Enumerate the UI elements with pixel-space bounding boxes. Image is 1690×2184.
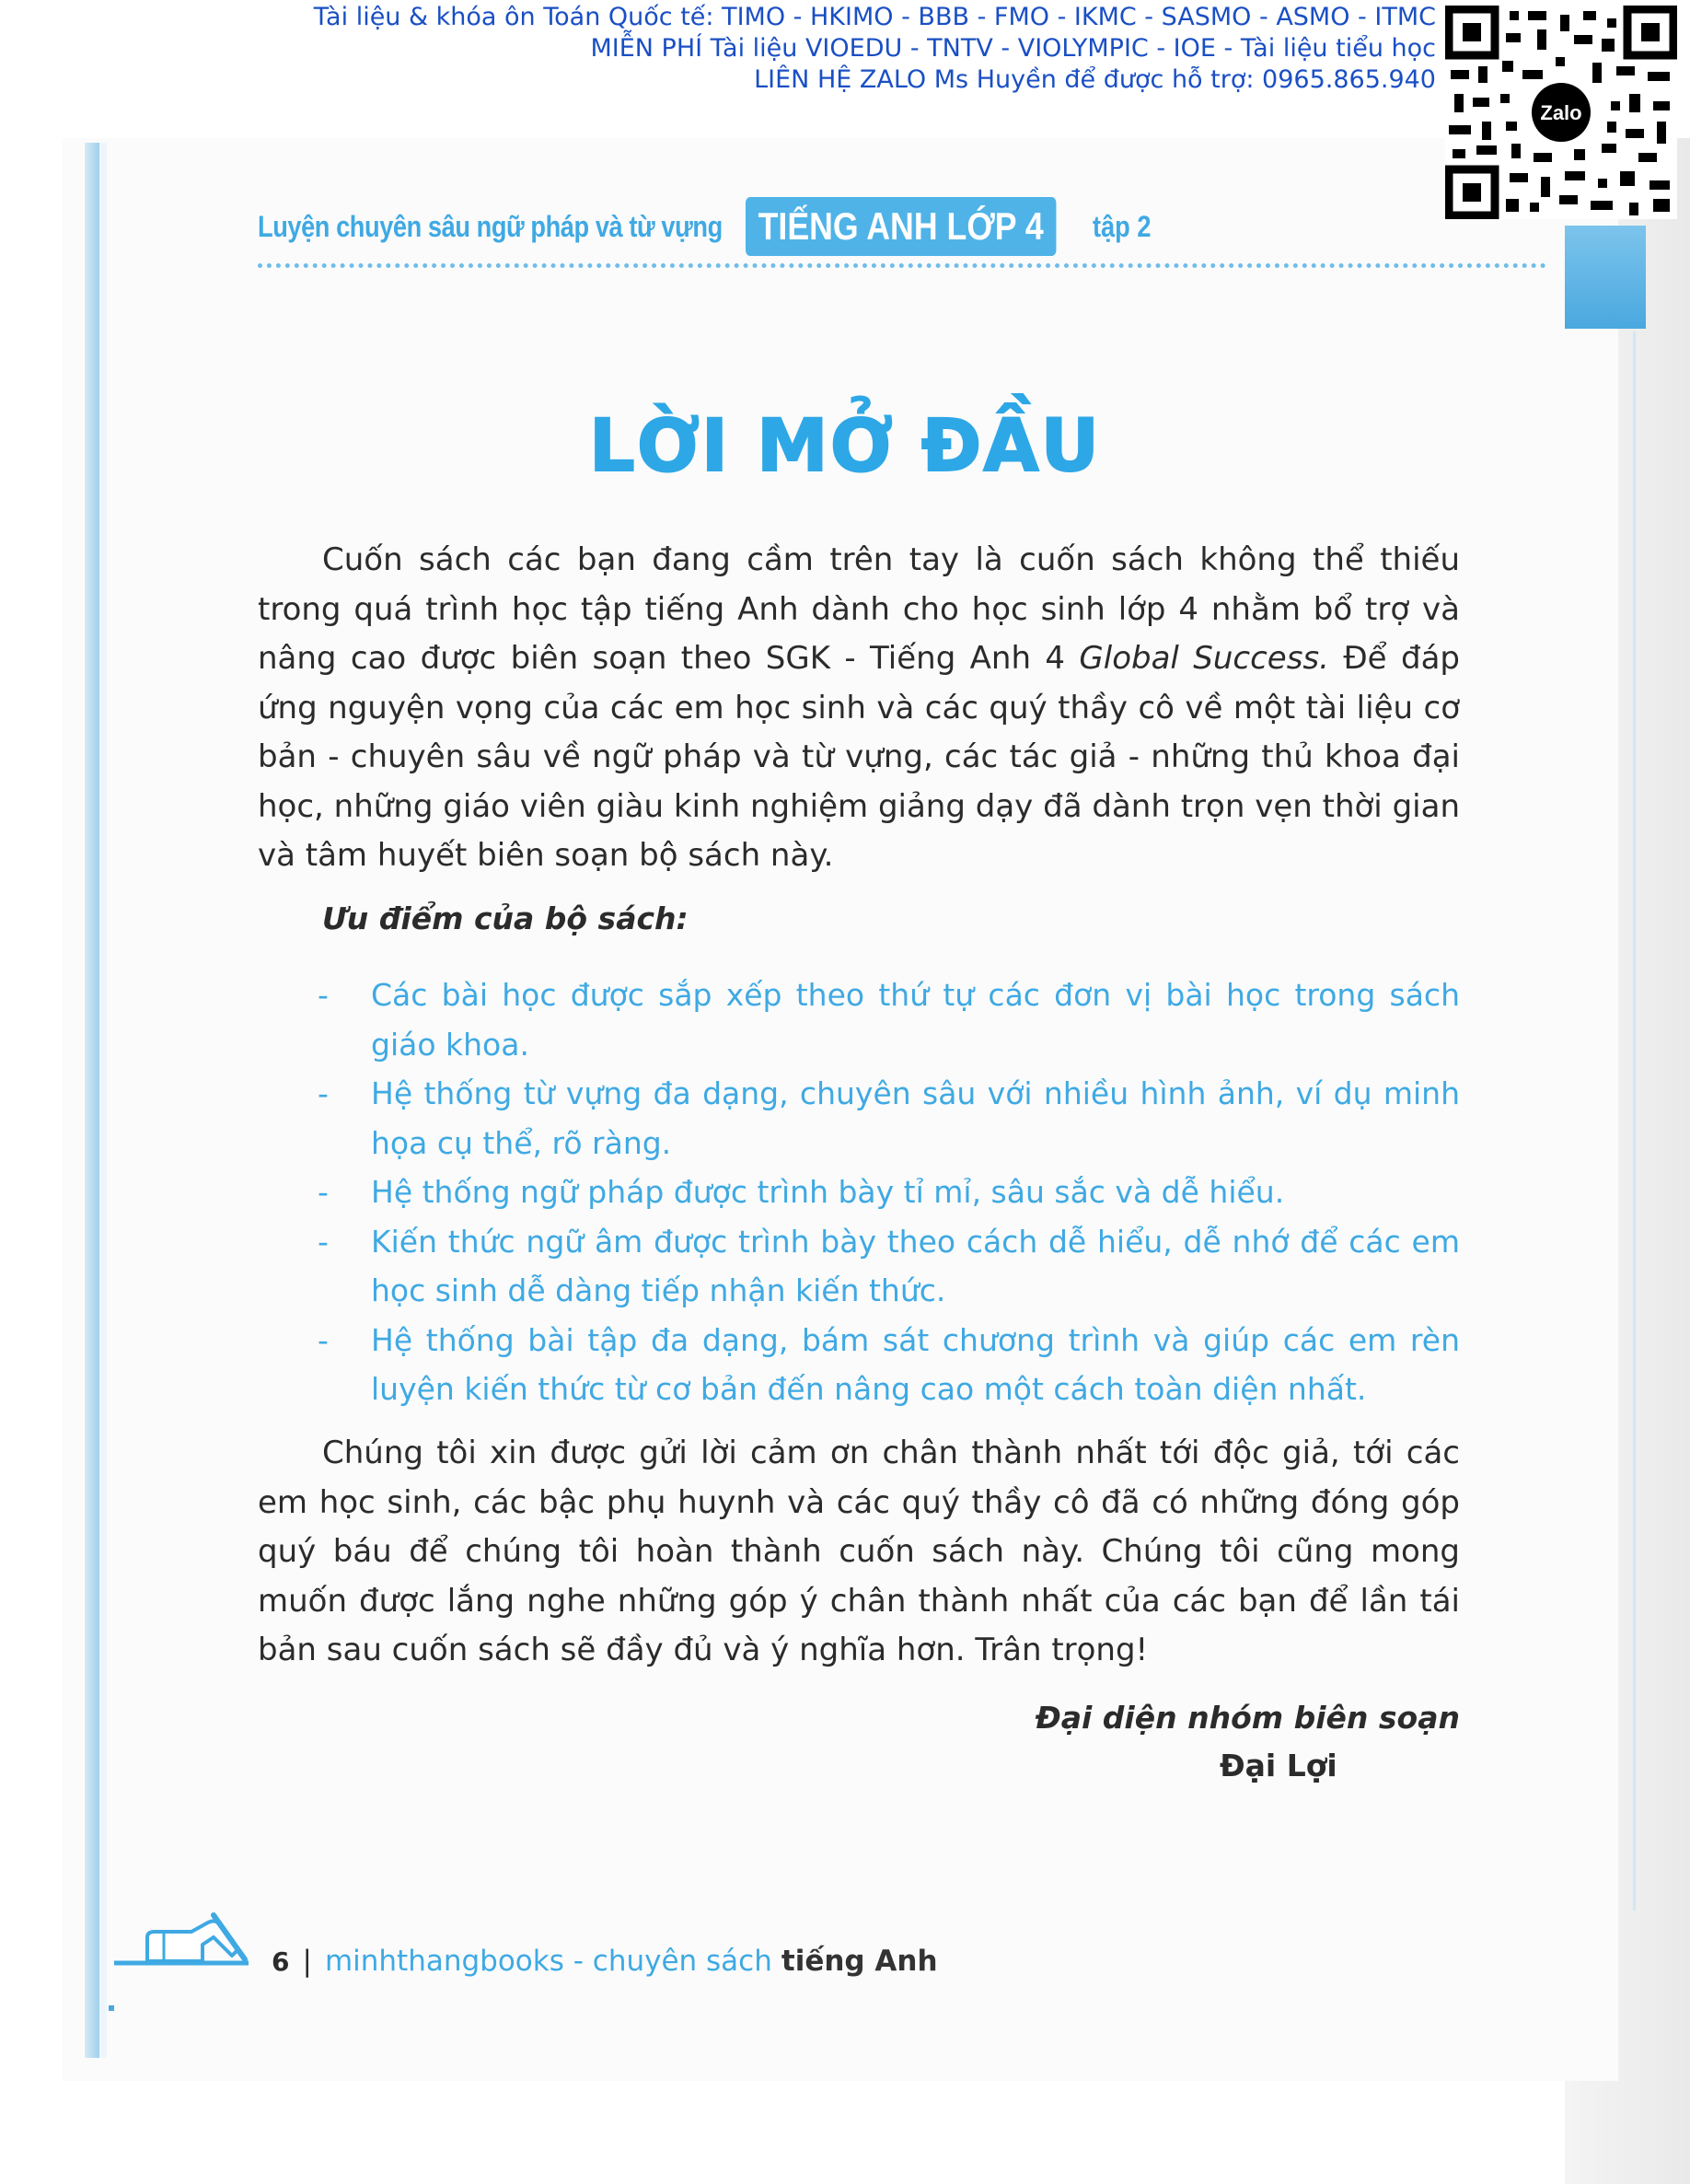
list-item-text: Hệ thống từ vựng đa dạng, chuyên sâu với nhiều hình ảnh, ví dụ minh họa cụ thể, rõ ràng. <box>371 1075 1460 1161</box>
list-dash: - <box>318 977 329 1013</box>
list-dash: - <box>318 1321 329 1358</box>
page-side-tab <box>1565 226 1646 329</box>
qr-label: Zalo <box>1540 101 1582 124</box>
page-side-line <box>1633 331 1636 1911</box>
list-item <box>318 1217 1460 1316</box>
promo-line-1[interactable]: Tài liệu & khóa ôn Toán Quốc tế: TIMO - HKIMO - BBB - FMO - IKMC - SASMO - ASMO - ITMC <box>313 3 1436 31</box>
footer-brand: minhthangbooks - chuyên sách <box>324 1945 772 1978</box>
list-item-text: Các bài học được sắp xếp theo thứ tự các đơn vị bài học trong sách giáo khoa. <box>371 977 1460 1063</box>
advantages-heading: Ưu điểm của bộ sách: <box>322 900 689 936</box>
list-dash: - <box>318 1075 329 1111</box>
list-item-text: Kiến thức ngữ âm được trình bày theo cách dễ hiểu, dễ nhớ để các em học sinh dễ dàng tiếp nhận kiến thức. <box>371 1223 1460 1308</box>
promo-line-2[interactable]: MIỄN PHÍ Tài liệu VIOEDU - TNTV - VIOLYMPIC - IOE - Tài liệu tiểu học <box>590 34 1436 63</box>
intro-paragraph <box>258 536 1460 881</box>
running-header-box: TIẾNG ANH LỚP 4 <box>746 197 1056 256</box>
running-header-suffix: tập 2 <box>1092 209 1152 243</box>
signature-name: Đại Lợi <box>1220 1748 1337 1783</box>
footer-separator: | <box>302 1945 312 1978</box>
intro-text-2: Để đáp ứng nguyện vọng của các em học sinh và các quý thầy cô về một tài liệu cơ bản - chuyên sâu về ngữ pháp và từ vựng, các tác giả - những thủ khoa đại học, những giáo viên giàu kinh nghiệm giảng dạy đã dành trọn vẹn thời gian và tâm huyết biên soạn bộ sách này. <box>258 640 1460 874</box>
qr-code-graphic <box>1445 6 1677 219</box>
promo-banner <box>0 0 1436 138</box>
list-item <box>318 1168 1460 1217</box>
intro-text-1: Cuốn sách các bạn đang cầm trên tay là cuốn sách không thể thiếu trong quá trình học tập tiếng Anh dành cho học sinh lớp 4 nhằm bổ trợ và nâng cao được biên soạn theo SGK - Tiếng Anh 4 <box>258 541 1460 677</box>
footer-tick <box>109 2005 114 2011</box>
header-dotted-rule <box>258 263 1546 269</box>
running-header-prefix: Luyện chuyên sâu ngữ pháp và từ vựng <box>258 209 723 243</box>
page-title: LỜI MỞ ĐẦU <box>589 405 1101 488</box>
list-item-text: Hệ thống ngữ pháp được trình bày tỉ mỉ, sâu sắc và dễ hiểu. <box>371 1174 1285 1210</box>
list-dash: - <box>318 1174 329 1210</box>
qr-code-icon[interactable] <box>1445 6 1677 219</box>
footer-brand-bold: tiếng Anh <box>781 1945 938 1978</box>
promo-line-3[interactable]: LIÊN HỆ ZALO Ms Huyền để được hỗ trợ: 0965.865.940 <box>754 65 1436 94</box>
page-footer <box>272 1945 938 1978</box>
writing-hand-icon <box>110 1906 258 1980</box>
list-item <box>318 970 1460 1069</box>
running-header <box>258 190 1162 263</box>
advantages-list <box>318 970 1460 1414</box>
list-item <box>318 1069 1460 1168</box>
promo-lines <box>314 2 1436 96</box>
list-item <box>318 1316 1460 1414</box>
list-item-text: Hệ thống bài tập đa dạng, bám sát chương trình và giúp các em rèn luyện kiến thức từ cơ bản đến nâng cao một cách toàn diện nhất. <box>371 1321 1460 1407</box>
list-dash: - <box>318 1223 329 1260</box>
intro-text-italic: Global Success. <box>1079 640 1329 677</box>
page-number: 6 <box>272 1946 290 1977</box>
signature-role: Đại diện nhóm biên soạn <box>1035 1700 1460 1736</box>
closing-paragraph: Chúng tôi xin được gửi lời cảm ơn chân thành nhất tới độc giả, tới các em học sinh, các bậc phụ huynh và các quý thầy cô đã có những đóng góp quý báu để chúng tôi hoàn thành cuốn sách này. Chúng tôi cũng mong muốn được lắng nghe những góp ý chân thành nhất của các bạn để lần tái bản sau cuốn sách sẽ đầy đủ và ý nghĩa hơn. Trân trọng! <box>258 1435 1460 1668</box>
